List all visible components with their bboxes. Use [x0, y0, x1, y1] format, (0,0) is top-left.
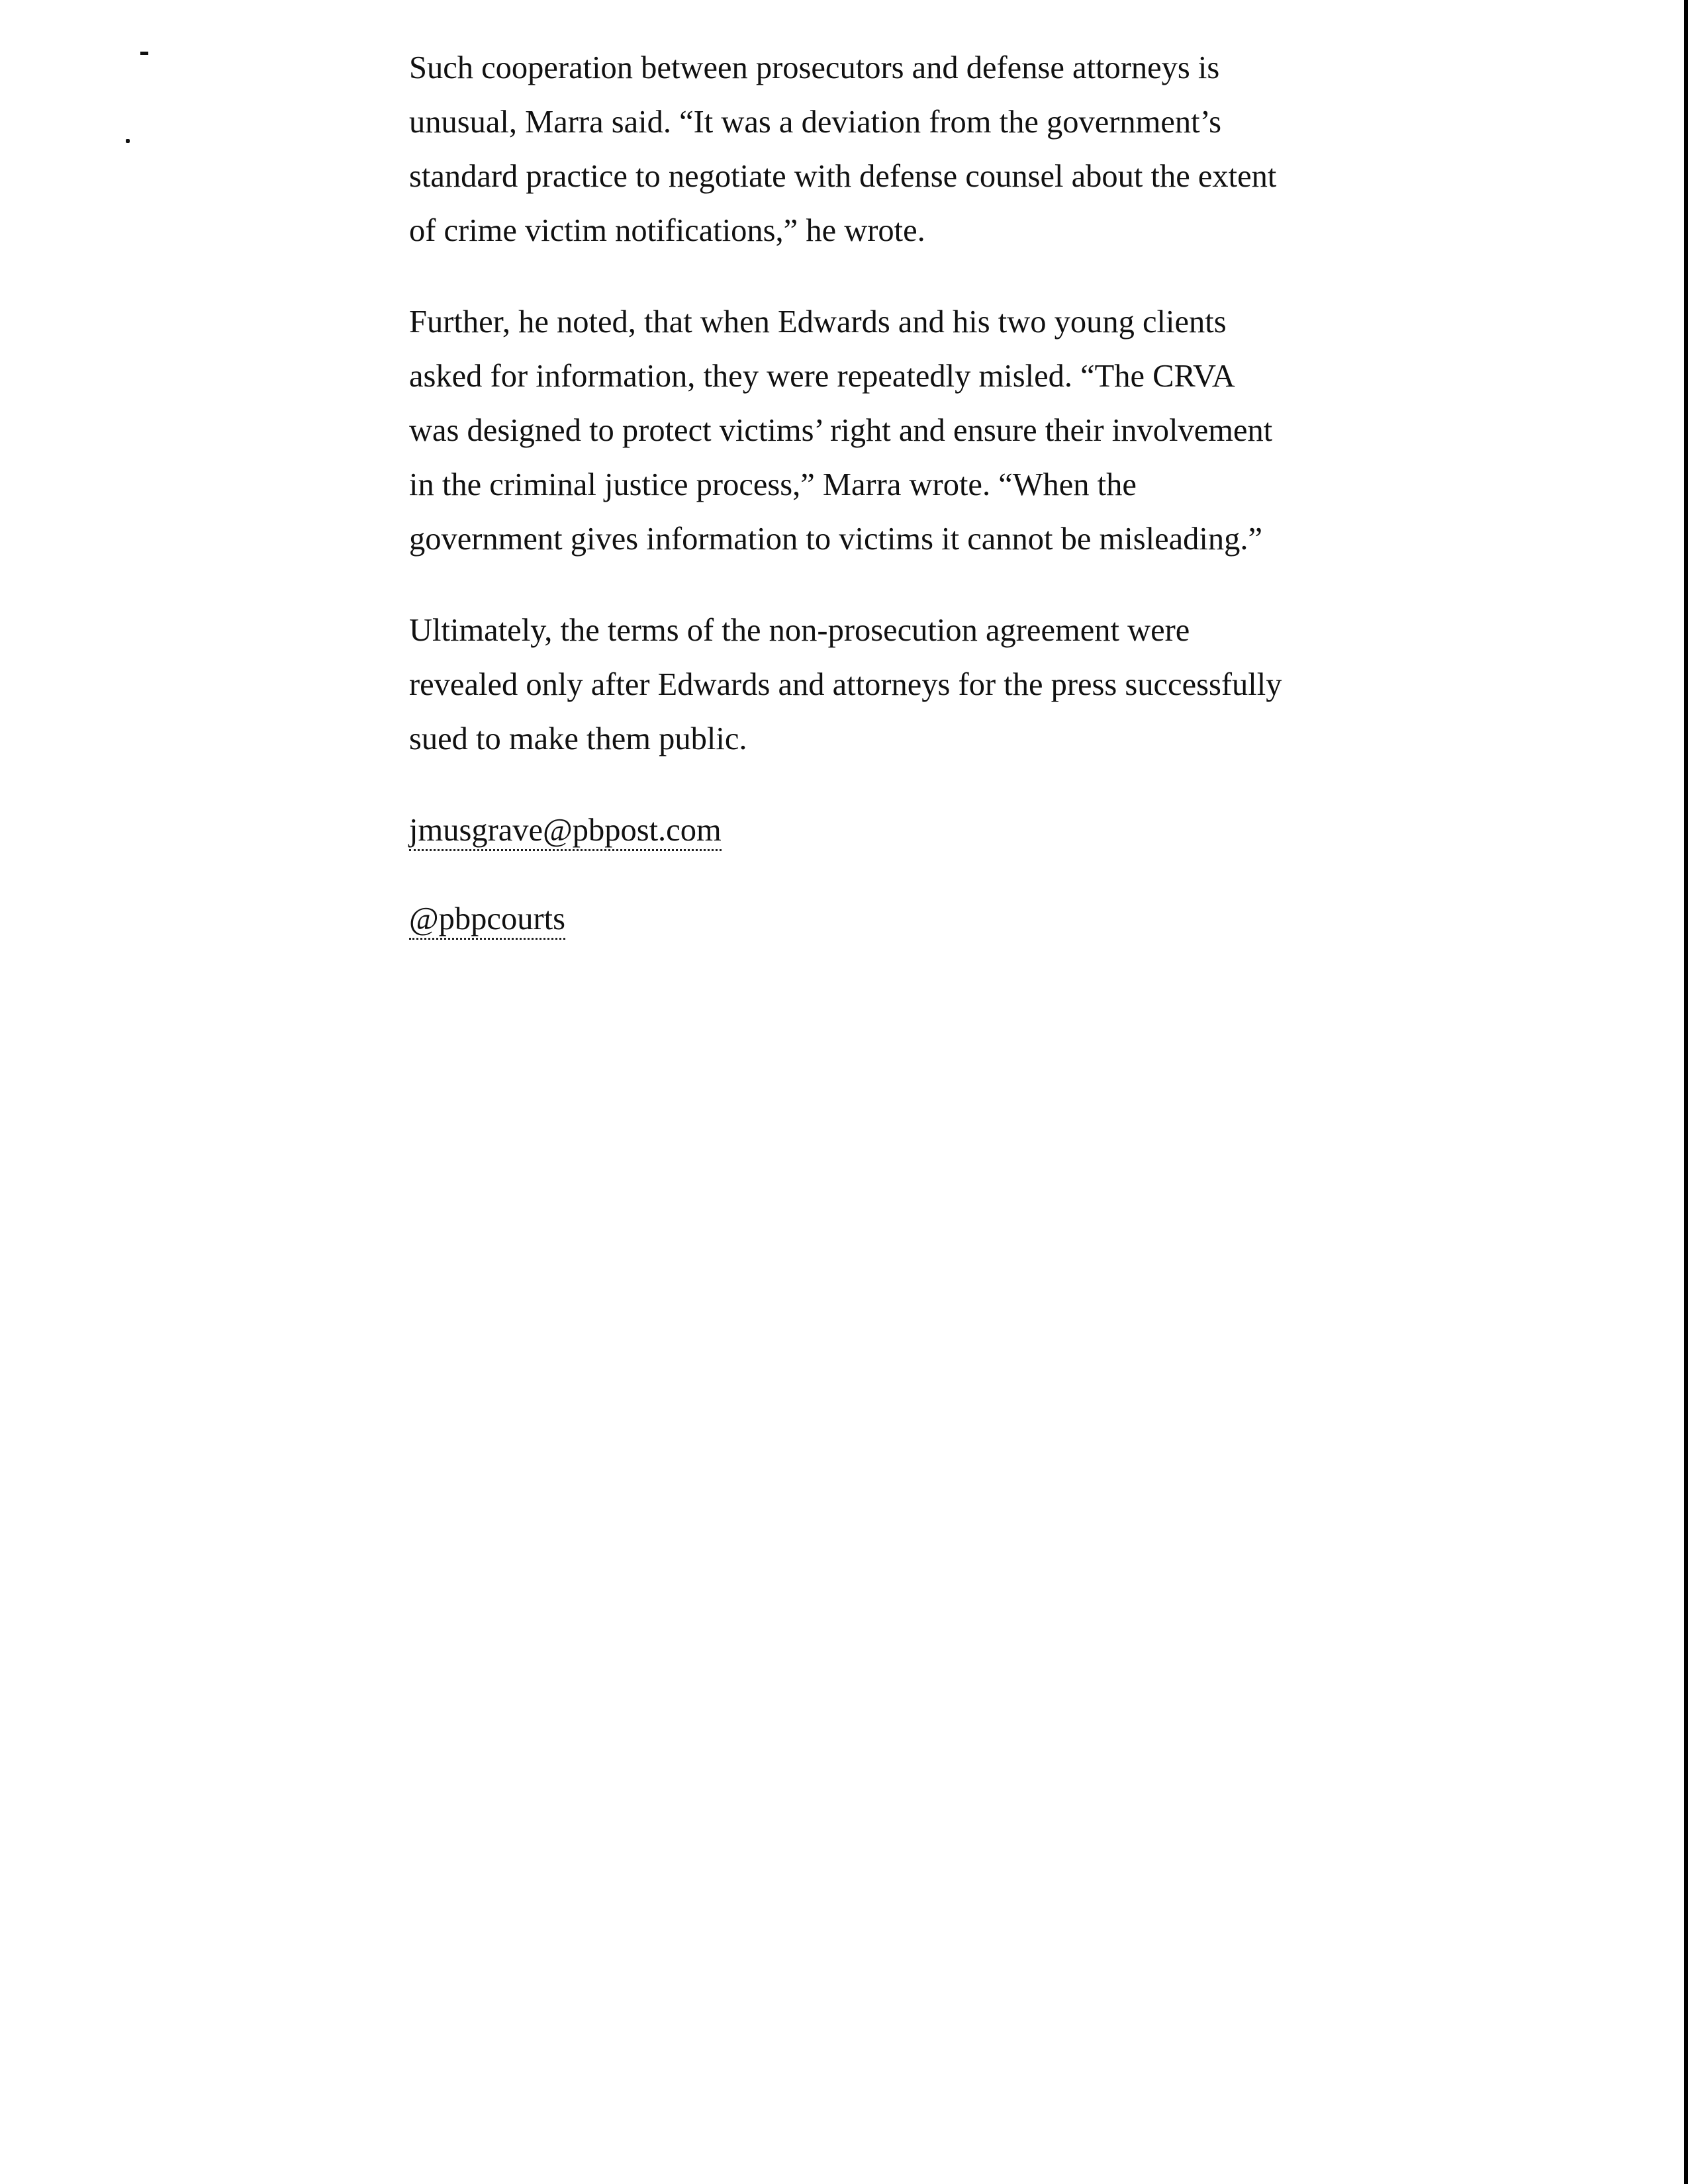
author-email-link[interactable] [409, 803, 1283, 858]
twitter-handle-link[interactable] [409, 892, 1283, 946]
paragraph-cooperation: Such cooperation between prosecutors and defense attorneys is unusual, Marra said. “It was a deviation from the government’s standard practice to negotiate with defense counsel about the extent of crime victim notifications,” he wrote. [409, 50, 1277, 248]
article-body [409, 41, 1283, 981]
scan-speck [126, 139, 130, 143]
scan-border [1684, 0, 1688, 2184]
author-email-text: jmusgrave@pbpost.com [409, 813, 722, 851]
paragraph-agreement: Ultimately, the terms of the non-prosecution agreement were revealed only after Edwards and attorneys for the press successfully sued to make them public. [409, 613, 1282, 756]
scan-speck [140, 52, 148, 55]
twitter-handle-text: @pbpcourts [409, 901, 565, 940]
paragraph-misled: Further, he noted, that when Edwards and his two young clients asked for information, they were repeatedly misled. “The CRVA was designed to protect victims’ right and ensure their involvement in the criminal justice process,” Marra wrote. “When the government gives information to victims it cannot be misleading.” [409, 304, 1273, 557]
